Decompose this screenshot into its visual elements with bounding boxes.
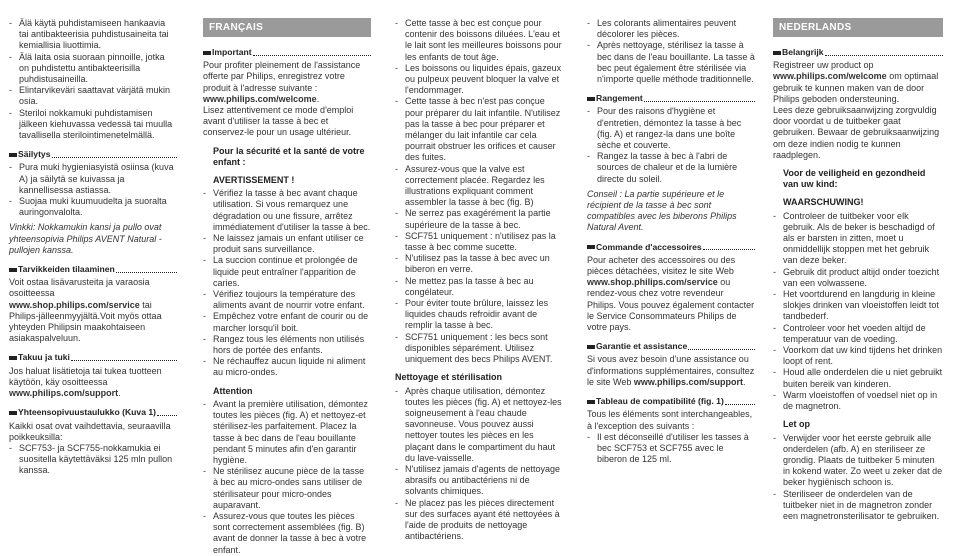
support-link[interactable]: www.philips.com/support	[633, 376, 744, 387]
paragraph: Pour profiter pleinement de l'assistance offerte par Philips, enregistrez votre produit à l'adresse suivante : www.philips.com/welcome.	[203, 60, 361, 104]
section-heading: Important	[203, 47, 371, 58]
section-heading: Belangrijk	[773, 47, 943, 58]
list-item: - Elintarvikeväri saattavat värjätä mukin osia.	[9, 85, 177, 107]
welcome-link[interactable]: www.philips.com/welcome	[773, 71, 887, 82]
list-item: - Suojaa muki kuumuudelta ja suoralta auringonvalolta.	[9, 196, 177, 218]
column-dutch	[773, 18, 943, 522]
list-item: - Cette tasse à bec n'est pas conçue pour préparer du lait infantile. N'utilisez pas la tasse à bec pour préparer et mélanger du lait infantile car cela pourrait obstruer les orifices et causer des fuites.	[395, 96, 563, 163]
support-link[interactable]: www.philips.com/support	[9, 388, 119, 399]
column-french-3	[587, 18, 755, 465]
letop-heading: Let op	[783, 419, 810, 430]
safety-heading: Voor de veiligheid en gezondheid van uw kind:	[783, 168, 926, 190]
list-item: - Ne réchauffez aucun liquide ni aliment au micro-ondes.	[203, 356, 371, 378]
list-item: - Il est déconseillé d'utiliser les tasses à bec SCF753 et SCF755 avec le biberon de 125 ml.	[587, 432, 755, 466]
paragraph: Lees deze gebruiksaanwijzing zorgvuldig door voordat u de tuitbeker gaat gebruiken. Bewaar de gebruiksaanwijzing om deze indien nodig te kunnen raadplegen.	[773, 105, 940, 160]
paragraph: Jos haluat lisätietoja tai tukea tuotteen käytöön, käy osoitteessa www.philips.com/support.	[9, 365, 162, 399]
storage-list	[587, 106, 755, 184]
list-item: - Houd alle onderdelen die u niet gebruikt buiten bereik van kinderen.	[773, 367, 943, 389]
list-item: - Warm vloeistoffen of voedsel niet op in de magnetron.	[773, 390, 943, 412]
list-item: - Vérifiez la tasse à bec avant chaque utilisation. Si vous remarquez une dégradation ou une fissure, arrêtez immédiatement d'utiliser la tasse à bec.	[203, 188, 371, 233]
list-item: - Vérifiez toujours la température des aliments avant de nourrir votre enfant.	[203, 289, 371, 311]
list-item: - Steriliseer de onderdelen van de tuitbeker niet in de magnetron zonder een magnetronsterilisator te gebruiken.	[773, 489, 943, 523]
list-item: - Pour des raisons d'hygiène et d'entretien, démontez la tasse à bec (fig. A) et rangez-la dans une boîte sèche et couverte.	[587, 106, 755, 151]
list-item: - SCF753- ja SCF755-nokkamukia ei suositella käytettäväksi 125 mln pullon kanssa.	[9, 443, 177, 477]
list-item: - Les boissons ou liquides épais, gazeux ou pulpeux peuvent bloquer la valve et l'endommager.	[395, 63, 563, 97]
list-item: - Controleer voor het voeden altijd de temperatuur van de voeding.	[773, 323, 943, 345]
list-item: - Cette tasse à bec est conçue pour contenir des boissons diluées. L'eau et le lait sont les meilleures boissons pour les enfants de tout âge.	[395, 18, 563, 63]
cleaning-list-cont	[587, 18, 755, 85]
section-heading: Tableau de compatibilité (fig. 1)	[587, 396, 755, 407]
language-header: FRANÇAIS	[203, 18, 371, 37]
section-heading: Garantie et assistance	[587, 341, 755, 352]
list-item: - N'utilisez pas la tasse à bec avec un biberon en verre.	[395, 253, 563, 275]
list-item: - Ne serrez pas exagérément la partie supérieure de la tasse à bec.	[395, 208, 563, 230]
list-item: - Les colorants alimentaires peuvent décolorer les pièces.	[587, 18, 755, 40]
usage-list	[395, 18, 563, 365]
list-item: - Pour éviter toute brûlure, laissez les liquides chauds refroidir avant de remplir la tasse à bec.	[395, 298, 563, 332]
paragraph: Voit ostaa lisävarusteita ja varaosia osoitteessa www.shop.philips.com/service tai Philips-jälleenmyyjältä.Voit myös ottaa yhteyden Philipsin maakohtaiseen asiakaspalveluun.	[9, 277, 162, 344]
warning-heading: AVERTISSEMENT !	[213, 175, 295, 186]
list-item: - N'utilisez jamais d'agents de nettoyage abrasifs ou antibactériens ni de solvants chimiques.	[395, 464, 563, 498]
intro-list	[9, 18, 177, 141]
attention-heading: Attention	[213, 385, 253, 396]
list-item: - Pura muki hygieniasyistä osiinsa (kuva A) ja säilytä se kuivassa ja kannellisessa astiassa.	[9, 162, 177, 196]
shop-link[interactable]: www.shop.philips.com/service	[9, 299, 140, 310]
list-item: - Rangez la tasse à bec à l'abri de sources de chaleur et de la lumière directe du soleil.	[587, 151, 755, 185]
letop-list	[773, 433, 943, 523]
list-item: - Voorkom dat uw kind tijdens het drinken loopt of rent.	[773, 345, 943, 367]
list-item: - Het voortdurend en langdurig in kleine slokjes drinken van vloeistoffen leidt tot tandbederf.	[773, 289, 943, 323]
warning-heading: WAARSCHUWING!	[783, 197, 864, 208]
section-heading: Commande d'accessoires	[587, 242, 755, 253]
column-finnish	[9, 18, 177, 477]
cleaning-heading: Nettoyage et stérilisation	[395, 372, 503, 383]
list-item: - Ne laissez jamais un enfant utiliser ce produit sans surveillance.	[203, 233, 371, 255]
list-item: - Ne mettez pas la tasse à bec au congélateur.	[395, 276, 563, 298]
list-item: - Ne placez pas les pièces directement sur des surfaces ayant été nettoyées à l'aide de produits de nettoyage antibactériens.	[395, 498, 563, 543]
column-french-2	[395, 18, 563, 542]
section-heading: Tarvikkeiden tilaaminen	[9, 264, 177, 275]
list-item: - Assurez-vous que la valve est correctement placée. Regardez les illustrations expliquant comment assembler la tasse à bec (fig. B)	[395, 164, 563, 209]
list-item: - Steriloi nokkamuki puhdistamisen jälkeen kiehuvassa vedessä tai muulla tavallisella sterilointimenetelmällä.	[9, 108, 177, 142]
section-heading: Yhteensopivuustaulukko (Kuva 1)	[9, 407, 177, 418]
paragraph: Kaikki osat ovat vaihdettavia, seuraavilla poikkeuksilla:	[9, 420, 171, 442]
paragraph: Tous les éléments sont interchangeables, à l'exception des suivants :	[587, 409, 753, 431]
warning-list	[773, 211, 943, 413]
list-item: - Empêchez votre enfant de courir ou de marcher lorsqu'il boit.	[203, 311, 371, 333]
tip-note: Conseil : La partie supérieure et le récipient de la tasse à bec sont compatibles avec les biberons Philips Natural Avent.	[587, 188, 737, 233]
list-item: - La succion continue et prolongée de liquide peut entraîner l'apparition de caries.	[203, 255, 371, 289]
list-item: - Älä laita osia suoraan pinnoille, jotka on puhdistettu antibakteerisilla puhdistusaineilla.	[9, 52, 177, 86]
welcome-link[interactable]: www.philips.com/welcome	[203, 93, 317, 104]
list-item: - Après nettoyage, stérilisez la tasse à bec dans de l'eau bouillante. La tasse à bec peut également être stérilisée via n'importe quelle méthode traditionnelle.	[587, 40, 755, 85]
warning-list	[203, 188, 371, 378]
compat-list	[9, 443, 177, 477]
list-item: - Assurez-vous que toutes les pièces sont correctement assemblées (fig. B) avant de donner la tasse à bec à votre enfant.	[203, 511, 371, 556]
list-item: - Ne stérilisez aucune pièce de la tasse à bec au micro-ondes sans utiliser de stérilisateur pour micro-ondes auparavant.	[203, 466, 371, 511]
list-item: - SCF751 uniquement : les becs sont disponibles séparément. Utilisez uniquement des becs Philips AVENT.	[395, 332, 563, 366]
list-item: - Après chaque utilisation, démontez toutes les pièces (fig. A) et nettoyez-les soigneusement à l'eau chaude savonneuse. Vous pouvez aussi nettoyer toutes les pièces en les plaçant dans le compartiment du haut du lave-vaisselle.	[395, 386, 563, 464]
attention-list	[203, 399, 371, 556]
paragraph: Pour acheter des accessoires ou des pièces détachées, visitez le site Web www.shop.philips.com/service ou rendez-vous chez votre revendeur Philips. Vous pouvez également contacter le Service Consommateurs Philips de votre pays.	[587, 254, 755, 333]
storage-list	[9, 162, 177, 218]
paragraph: Si vous avez besoin d'une assistance ou d'informations supplémentaires, consultez le site Web www.philips.com/support.	[587, 354, 755, 387]
section-heading: Takuu ja tuki	[9, 352, 177, 363]
column-french-1	[203, 18, 371, 556]
list-item: - Gebruik dit product altijd onder toezicht van een volwassene.	[773, 267, 943, 289]
section-heading: Rangement	[587, 93, 755, 104]
list-item: - Avant la première utilisation, démontez toutes les pièces (fig. A) et nettoyez-et stérilisez-les parfaitement. Placez la tasse à bec dans de l'eau bouillante pendant 5 minutes afin d'en garantir hygiène.	[203, 399, 371, 466]
paragraph: Registreer uw product op www.philips.com/welcome om optimaal gebruik te kunnen maken van de door Philips geboden ondersteuning.	[773, 60, 939, 104]
list-item: - Rangez tous les éléments non utilisés hors de portée des enfants.	[203, 334, 371, 356]
safety-heading: Pour la sécurité et la santé de votre enfant :	[213, 145, 365, 167]
list-item: - Controleer de tuitbeker voor elk gebruik. Als de beker is beschadigd of als er barsten in zitten, moet u onmiddellijk stoppen met het gebruik van deze beker.	[773, 211, 943, 267]
shop-link[interactable]: www.shop.philips.com/service	[587, 277, 718, 288]
list-item: - SCF751 uniquement : n'utilisez pas la tasse à bec comme sucette.	[395, 231, 563, 253]
paragraph: Lisez attentivement ce mode d'emploi avant d'utiliser la tasse à bec et conservez-le pour un usage ultérieur.	[203, 105, 354, 138]
tip-note: Vinkki: Nokkamukin kansi ja pullo ovat yhteensopivia Philips AVENT Natural -pullojen kanssa.	[9, 222, 162, 255]
compat-list	[587, 432, 755, 466]
section-heading: Säilytys	[9, 149, 177, 160]
cleaning-list	[395, 386, 563, 543]
heading-marker	[9, 153, 17, 157]
list-item: - Verwijder voor het eerste gebruik alle onderdelen (afb. A) en steriliseer ze grondig. Plaats de tuitbeker 5 minuten in kokend water. Zo weet u zeker dat de beker hygiënisch schoon is.	[773, 433, 943, 489]
list-item: - Älä käytä puhdistamiseen hankaavia tai antibakteerisia puhdistusaineita tai kemiallisia liuottimia.	[9, 18, 177, 52]
language-header: NEDERLANDS	[773, 18, 943, 37]
